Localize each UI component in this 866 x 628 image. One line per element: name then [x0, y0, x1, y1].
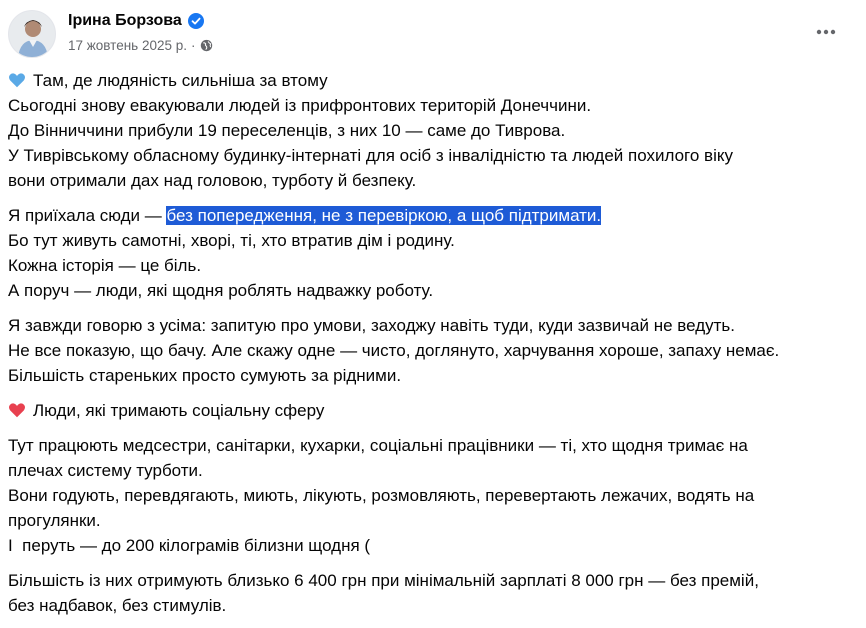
paragraph-4 [8, 398, 858, 423]
post-line: без надбавок, без стимулів. [8, 596, 227, 615]
author-line [68, 12, 204, 30]
post-line: Я завжди говорю з усіма: запитую про умови, заходжу навіть туди, куди зазвичай не ведуть. [8, 316, 735, 335]
post-text: Я приїхала сюди — [8, 206, 167, 225]
post-line: вони отримали дах над головою, турботу й безпеку. [8, 171, 417, 190]
paragraph-1 [8, 68, 858, 193]
globe-icon[interactable] [200, 39, 213, 52]
post-body [8, 68, 858, 628]
post-line: Вони годують, перевдягають, миють, лікують, розмовляють, перевертають лежачих, водять на [8, 486, 755, 505]
post-line: Сьогодні знову евакуювали людей із прифронтових територій Донеччини. [8, 96, 592, 115]
post-line [8, 203, 858, 228]
post-line: Не все показую, що бачу. Але скажу одне — чисто, доглянуто, харчування хороше, запаху немає. [8, 341, 780, 360]
post-line [8, 398, 858, 423]
red-heart-icon [8, 401, 26, 419]
meta-separator: · [191, 38, 196, 53]
post-line: Тут працюють медсестри, санітарки, кухарки, соціальні працівники — ті, хто щодня тримає на [8, 436, 748, 455]
paragraph-6 [8, 568, 858, 618]
verified-badge-icon [188, 13, 204, 29]
blue-heart-icon [8, 71, 26, 89]
post-line: Кожна історія — це біль. [8, 256, 202, 275]
post-date[interactable]: 17 жовтень 2025 р. [68, 38, 188, 53]
post-meta [68, 38, 213, 53]
post-text: Люди, які тримають соціальну сферу [33, 401, 325, 420]
selected-text[interactable]: без попередження, не з перевіркою, а щоб підтримати. [166, 206, 602, 225]
post-line: А поруч — люди, які щодня роблять надважку роботу. [8, 281, 434, 300]
post-line: У Тиврівському обласному будинку-інтернаті для осіб з інвалідністю та людей похилого віку [8, 146, 733, 165]
post-line: прогулянки. [8, 511, 101, 530]
post-line: Бо тут живуть самотні, хворі, ті, хто втратив дім і родину. [8, 231, 455, 250]
more-options-button[interactable] [812, 20, 840, 44]
more-options-icon [816, 29, 836, 35]
post-line: І перуть — до 200 кілограмів білизни щодня ( [8, 536, 371, 555]
author-avatar[interactable] [8, 10, 56, 58]
post-line: Більшість із них отримують близько 6 400 грн при мінімальній зарплаті 8 000 грн — без премій, [8, 571, 759, 590]
paragraph-3 [8, 313, 858, 388]
paragraph-5 [8, 433, 858, 558]
post-line: Більшість стареньких просто сумують за рідними. [8, 366, 402, 385]
post-text: Там, де людяність сильніша за втому [33, 71, 328, 90]
paragraph-2 [8, 203, 858, 303]
author-name[interactable]: Ірина Борзова [68, 12, 182, 29]
post-line: До Вінниччини прибули 19 переселенців, з них 10 — саме до Тиврова. [8, 121, 566, 140]
post-header [8, 10, 858, 62]
avatar-portrait [9, 11, 56, 58]
post-line: плечах систему турботи. [8, 461, 203, 480]
post-line [8, 68, 858, 93]
